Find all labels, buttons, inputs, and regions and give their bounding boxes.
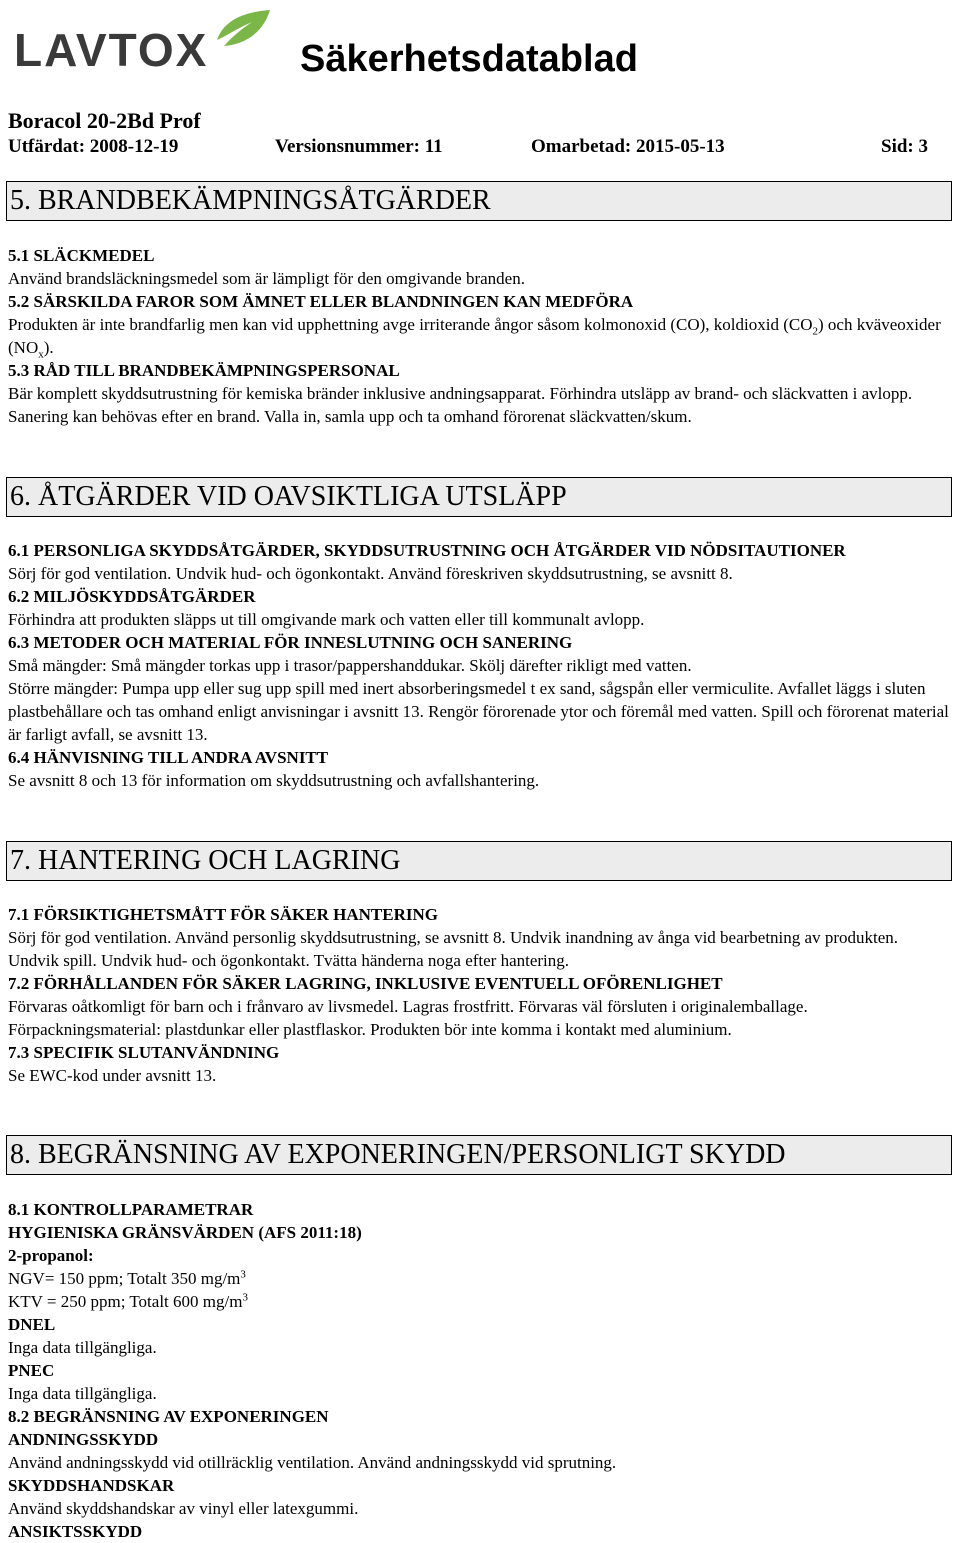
dnel-heading: DNEL [8, 1315, 56, 1334]
subsection-7-2-heading: 7.2 FÖRHÅLLANDEN FÖR SÄKER LAGRING, INKLUSIVE EVENTUELL OFÖRENLIGHET [8, 974, 723, 993]
subsection-6-1-text: Sörj för god ventilation. Undvik hud- och ögonkontakt. Använd föreskriven skyddsutrustning, se avsnitt 8. [8, 564, 733, 583]
page-number: Sid: 3 [881, 136, 928, 157]
subsection-6-3-heading: 6.3 METODER OCH MATERIAL FÖR INNESLUTNING OCH SANERING [8, 633, 573, 652]
dnel-text: Inga data tillgängliga. [8, 1338, 157, 1357]
face-protection-heading: ANSIKTSSKYDD [8, 1522, 143, 1541]
subsection-6-2-text: Förhindra att produkten släpps ut till omgivande mark och vatten eller till kommunalt avlopp. [8, 610, 645, 629]
version-number: Versionsnummer: 11 [275, 136, 443, 157]
gloves-text: Använd skyddshandskar av vinyl eller latexgummi. [8, 1499, 359, 1518]
subsection-6-3-text-small: Små mängder: Små mängder torkas upp i trasor/pappershanddukar. Skölj därefter rikligt med vatten. [8, 656, 692, 675]
subsection-6-2-heading: 6.2 MILJÖSKYDDSÅTGÄRDER [8, 587, 256, 606]
respiratory-protection-text: Använd andningsskydd vid otillräcklig ventilation. Använd andningsskydd vid sprutning. [8, 1453, 617, 1472]
subsection-8-1-heading: 8.1 KONTROLLPARAMETRAR [8, 1200, 254, 1219]
ngv-value: NGV= 150 ppm; Totalt 350 $mg/m^3$ [8, 1268, 246, 1288]
ktv-value: KTV = 250 ppm; Totalt 600 $mg/m^3$ [8, 1291, 248, 1311]
lavtox-logo [12, 8, 277, 78]
pnec-text: Inga data tillgängliga. [8, 1384, 157, 1403]
subsection-5-1-text: Använd brandsläckningsmedel som är lämpligt för den omgivande branden. [8, 269, 525, 288]
revised-date: Omarbetad: 2015-05-13 [531, 136, 725, 157]
subsection-5-2-text: Produkten är inte brandfarlig men kan vid upphettning avge irriterande ångor såsom kolmonoxid (CO), koldioxid $(CO_2)$ och kväveoxider $(NO_x)$. [8, 315, 941, 361]
subsection-5-2-heading: 5.2 SÄRSKILDA FAROR SOM ÄMNET ELLER BLANDNINGEN KAN MEDFÖRA [8, 292, 634, 311]
subsection-6-1-heading: 6.1 PERSONLIGA SKYDDSÅTGÄRDER, SKYDDSUTRUSTNING OCH ÅTGÄRDER VID NÖDSITAUTIONER [8, 541, 846, 560]
section-7-body [8, 903, 952, 1087]
document-meta [8, 134, 928, 160]
section-8-body [8, 1198, 952, 1543]
section-6-body [8, 539, 952, 792]
subsection-7-1-text: Sörj för god ventilation. Använd personlig skyddsutrustning, se avsnitt 8. Undvik inandning av ånga vid bearbetning av produkten. Undvik spill. Undvik hud- och ögonkontakt. Tvätta händerna noga efter hantering. [8, 928, 899, 970]
respiratory-protection-heading: ANDNINGSSKYDD [8, 1430, 159, 1449]
leaf-icon [217, 10, 270, 46]
subsection-8-2-heading: 8.2 BEGRÄNSNING AV EXPONERINGEN [8, 1407, 329, 1426]
hygiene-limits-heading: HYGIENISKA GRÄNSVÄRDEN (AFS 2011:18) [8, 1223, 362, 1242]
subsection-5-1-heading: 5.1 SLÄCKMEDEL [8, 246, 155, 265]
subsection-5-3-text: Bär komplett skyddsutrustning för kemiska bränder inklusive andningsapparat. Förhindra utsläpp av brand- och släckvatten i avlopp. Sanering kan behövas efter en brand. Valla in, samla upp och ta omhand förorenat släckvatten/skum. [8, 384, 913, 426]
subsection-7-3-heading: 7.3 SPECIFIK SLUTANVÄNDNING [8, 1043, 280, 1062]
subsection-6-4-heading: 6.4 HÄNVISNING TILL ANDRA AVSNITT [8, 748, 329, 767]
pnec-heading: PNEC [8, 1361, 55, 1380]
section-5-body [8, 244, 952, 428]
substance-name: 2-propanol: [8, 1246, 94, 1265]
product-name: Boracol 20-2Bd Prof [8, 108, 201, 133]
section-7-heading: 7. HANTERING OCH LAGRING [6, 841, 952, 881]
section-6-heading: 6. ÅTGÄRDER VID OAVSIKTLIGA UTSLÄPP [6, 477, 952, 517]
subsection-6-3-text-large: Större mängder: Pumpa upp eller sug upp spill med inert absorberingsmedel t ex sand, sågspån eller vermiculite. Avfallet läggs i sluten plastbehållare och tas omhand enligt anvisningar i avsnitt 13. Rengör förorenade ytor och föremål med vatten. Spill och förorenat material är farligt avfall, se avsnitt 13. [8, 679, 949, 744]
subsection-7-2-text: Förvaras oåtkomligt för barn och i frånvaro av livsmedel. Lagras frostfritt. Förvaras väl försluten i originalemballage. Förpackningsmaterial: plastdunkar eller plastflaskor. Produkten bör inte komma i kontakt med aluminium. [8, 997, 808, 1039]
section-8-heading: 8. BEGRÄNSNING AV EXPONERINGEN/PERSONLIGT SKYDD [6, 1135, 952, 1175]
subsection-5-3-heading: 5.3 RÅD TILL BRANDBEKÄMPNINGSPERSONAL [8, 361, 400, 380]
subsection-7-3-text: Se EWC-kod under avsnitt 13. [8, 1066, 217, 1085]
subsection-7-1-heading: 7.1 FÖRSIKTIGHETSMÅTT FÖR SÄKER HANTERING [8, 905, 438, 924]
logo-text: LAVTOX [14, 24, 209, 76]
issued-date: Utfärdat: 2008-12-19 [8, 136, 179, 157]
gloves-heading: SKYDDSHANDSKAR [8, 1476, 175, 1495]
section-5-heading: 5. BRANDBEKÄMPNINGSÅTGÄRDER [6, 181, 952, 221]
document-title: Säkerhetsdatablad [300, 38, 638, 80]
subsection-6-4-text: Se avsnitt 8 och 13 för information om skyddsutrustning och avfallshantering. [8, 771, 540, 790]
